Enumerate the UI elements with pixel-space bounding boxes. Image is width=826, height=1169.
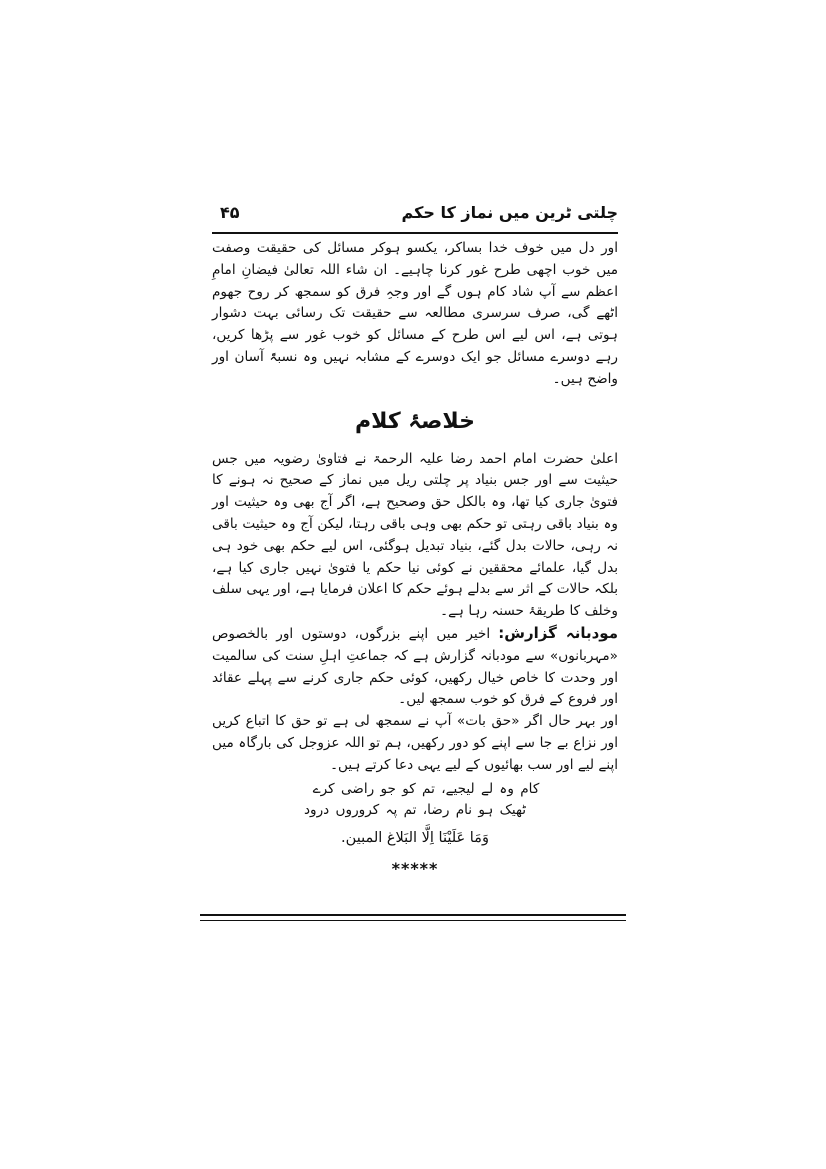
footer-rule-thick [200,914,626,916]
paragraph-1: اور دل میں خوف خدا بساکر، یکسو ہوکر مسائل کی حقیقت وصفت میں خوب اچھی طرح غور کرنا چاہیے۔ ان شاء اللہ تعالیٰ فیضانِ امامِ اعظم سے آپ شاد کام ہوں گے اور وجہِ فرق کو سمجھ کر روح جھوم اٹھے گی، صرف سرسری مطالعہ سے حقیقت تک رسائی بہت دشوار ہوتی ہے، اس لیے اس طرح کے مسائل کو خوب غور سے پڑھا کریں، رہے دوسرے مسائل جو ایک دوسرے کے مشابہ نہیں وہ نسبۃً آسان اور واضح ہیں۔ [212,240,618,387]
header-rule [212,232,618,234]
footer-rule-thin [200,920,626,921]
page-body [212,238,618,880]
verse-first-half: کام وہ لے لیجیے، تم کو جو راضی کرے [312,780,540,797]
paragraph-3-lead: مودبانہ گزارش: [498,623,618,642]
paragraph-3-text: اخیر میں اپنے بزرگوں، دوستوں اور بالخصوص «مہربانوں» سے مودبانہ گزارش ہے کہ جماعتِ اہلِ سنت کی سالمیت اور وحدت کا خاص خیال رکھیں، کوئی حکم جاری کرنے سے پہلے عقائد اور فروع کے فرق کو خوب سمجھ لیں۔ [212,625,618,708]
paragraph-4: اور بہر حال اگر «حق بات» آپ نے سمجھ لی ہے تو حق کا اتباع کریں اور نزاع بے جا سے اپنے کو دور رکھیں، ہم تو اللہ عزوجل کی بارگاہ میں اپنے لیے اور سب بھائیوں کے لیے یہی دعا کرتے ہیں۔ [212,713,618,773]
running-title: چلتی ٹرین میں نماز کا حکم [401,203,618,222]
page-number: ۴۵ [220,203,240,222]
verse-second-half: ٹھیک ہو نام رضا، تم پہ کروروں درود [304,802,526,819]
closing-arabic: وَمَا عَلَيْنَا اِلَّا البَلاغ المبين. [341,830,489,847]
page-header [212,203,618,231]
paragraph-3 [212,623,618,711]
section-heading: خلاصۂ کلام [355,408,475,434]
verse-couplet [212,779,618,823]
end-mark: ***** [391,858,439,878]
paragraph-2: اعلیٰ حضرت امام احمد رضا علیہ الرحمۃ نے فتاویٰ رضویہ میں جس حیثیت سے اور جس بنیاد پر چلتی ریل میں نماز کے صحیح نہ ہونے کا فتویٰ جاری کیا تھا، وہ بالکل حق وصحیح ہے، اگر آج بھی وہ حیثیت اور وہ بنیاد باقی رہتی تو حکم بھی وہی باقی رہتا، لیکن آج وہ حیثیت باقی نہ رہی، حالات بدل گئے، بنیاد تبدیل ہوگئی، اس لیے حکم بھی خود ہی بدل گیا، علمائے محققین نے کوئی نیا حکم یا فتویٰ نہیں جاری کیا ہے، بلکہ حالات کے اثر سے بدلے ہوئے حکم کا اعلان فرمایا ہے، اور یہی سلف وخلف کا طریقۂ حسنہ رہا ہے۔ [212,450,618,620]
